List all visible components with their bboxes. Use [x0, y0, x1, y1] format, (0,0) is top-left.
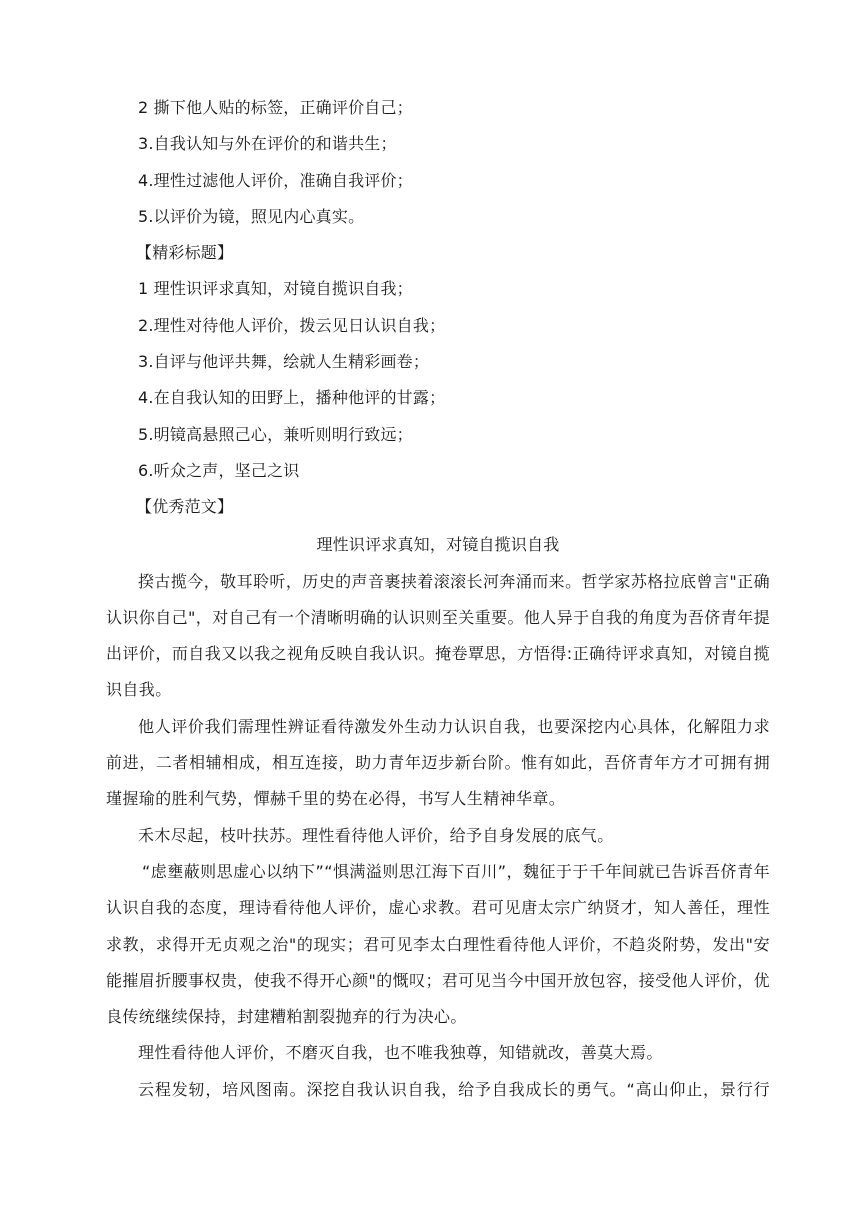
list-item: 2.理性对待他人评价，拨云见日认识自我；	[138, 315, 446, 335]
section-heading-titles: 【精彩标题】	[136, 243, 234, 263]
list-item: 5.以评价为镜，照见内心真实。	[138, 206, 365, 226]
list-item: 3.自评与他评共舞，绘就人生精彩画卷；	[138, 352, 430, 372]
essay-paragraph: “虑壅蔽则思虚心以纳下”“惧满溢则思江海下百川”，魏征于于千年间就已告诉吾侪青年认识自我的态度，理诗看待他人评价，虚心求教。君可见唐太宗广纳贤才，知人善任，理性求教，求得开无贞观之治"的现实；君可见李太白理性看待他人评价，不趋炎附势，发出"安能摧眉折腰事权贵，使我不得开心颜"的慨叹；君可见当今中国开放包容，接受他人评价，优良传统继续保持，封建糟粕割裂抛弃的行为决心。	[106, 861, 770, 1027]
list-item: 3.自我认知与外在评价的和谐共生；	[138, 134, 397, 154]
essay-title: 理性识评求真知，对镜自揽识自我	[316, 534, 560, 554]
essay-paragraph: 揆古揽今，敬耳聆听，历史的声音裹挟着滚滚长河奔涌而来。哲学家苏格拉底曾言"正确认识你自己"，对自己有一个清晰明确的认识则至关重要。他人异于自我的角度为吾侪青年提出评价，而自我又以我之视角反映自我认识。掩卷覃思，方悟得:正确待评求真知，对镜自揽识自我。	[106, 571, 770, 700]
section-heading-essay: 【优秀范文】	[136, 497, 234, 517]
list-item: 4.理性过滤他人评价，准确自我评价；	[138, 170, 413, 190]
list-item: 6.听众之声，坚己之识	[138, 460, 300, 480]
list-item: 2 撕下他人贴的标签，正确评价自己；	[138, 98, 413, 117]
essay-paragraph: 云程发轫，培风图南。深挖自我认识自我，给予自我成长的勇气。“高山仰止，景行行	[138, 1079, 770, 1099]
list-item: 1 理性识评求真知，对镜自揽识自我；	[138, 279, 413, 299]
list-item: 4.在自我认知的田野上，播种他评的甘露；	[138, 388, 446, 408]
document-body	[106, 90, 770, 1108]
essay-paragraph: 禾木尽起，枝叶扶苏。理性看待他人评价，给予自身发展的底气。	[138, 825, 614, 845]
essay-paragraph: 理性看待他人评价，不磨灭自我，也不唯我独尊，知错就改，善莫大焉。	[138, 1043, 663, 1063]
list-item: 5.明镜高悬照己心，兼听则明行致远；	[138, 424, 413, 444]
essay-paragraph: 他人评价我们需理性辨证看待激发外生动力认识自我，也要深挖内心具体，化解阻力求前进，二者相辅相成，相互连接，助力青年迈步新台阶。惟有如此，吾侪青年方才可拥有拥瑾握瑜的胜利气势，憚赫千里的势在必得，书写人生精神华章。	[106, 716, 770, 809]
